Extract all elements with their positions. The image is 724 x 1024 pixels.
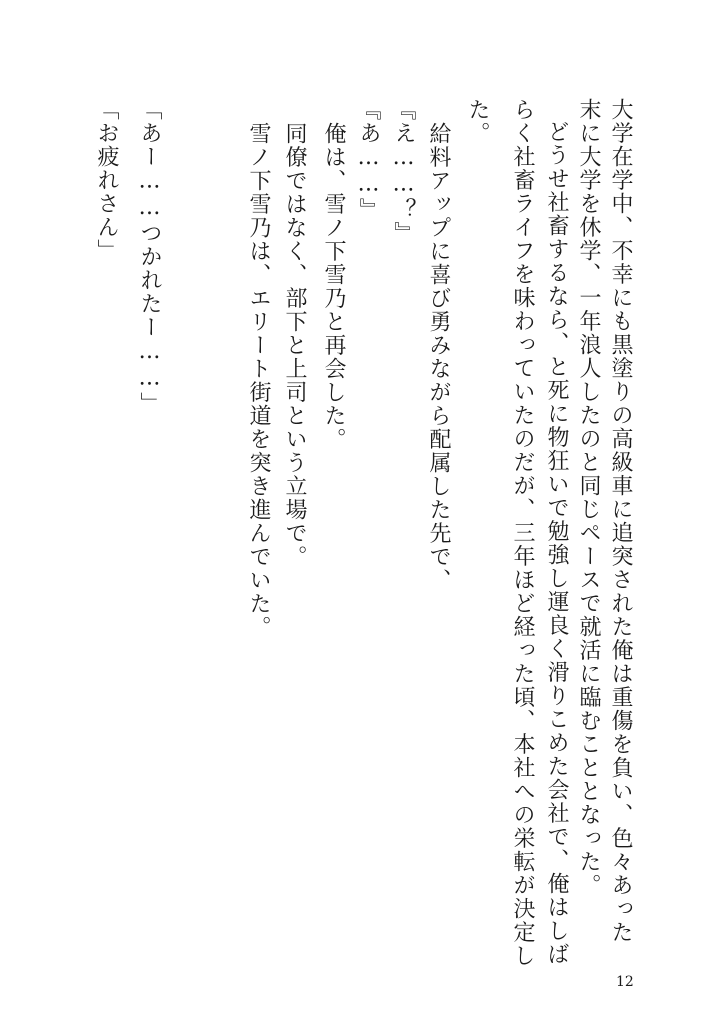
text-line-3: どうせ社畜するなら、と死に物狂いで勉強し運良く滑りこめた会社で、俺はしば — [544, 120, 569, 966]
text-line-10: 同僚ではなく、部下と上司という立場で。 — [282, 122, 307, 569]
text-line-1: 大学在学中、不幸にも黒塗りの高級車に追突された俺は重傷を負い、色々あった — [608, 98, 633, 944]
text-line-4: らく社畜ライフを味わっていたのだが、三年ほど経った頃、本社への栄転が決定し — [510, 98, 535, 968]
text-line-9: 俺は、雪ノ下雪乃と再会した。 — [321, 122, 346, 451]
text-line-5: た。 — [465, 98, 490, 145]
text-line-8: 『あ……』 — [356, 98, 381, 222]
text-line-7: 『え……？』 — [391, 98, 416, 245]
page-number: 12 — [616, 974, 634, 990]
text-line-6: 給料アップに喜び勇みながら配属した先で、 — [426, 122, 451, 592]
text-line-2: 末に大学を休学、一年浪人したのと同じペースで就活に臨むこととなった。 — [576, 98, 601, 897]
dialogue-line-2: 「お疲れさん」 — [94, 98, 119, 263]
text-line-11: 雪ノ下雪乃は、エリート街道を突き進んでいた。 — [246, 122, 271, 639]
dialogue-line-1: 「あー……つかれたー……」 — [137, 98, 162, 416]
